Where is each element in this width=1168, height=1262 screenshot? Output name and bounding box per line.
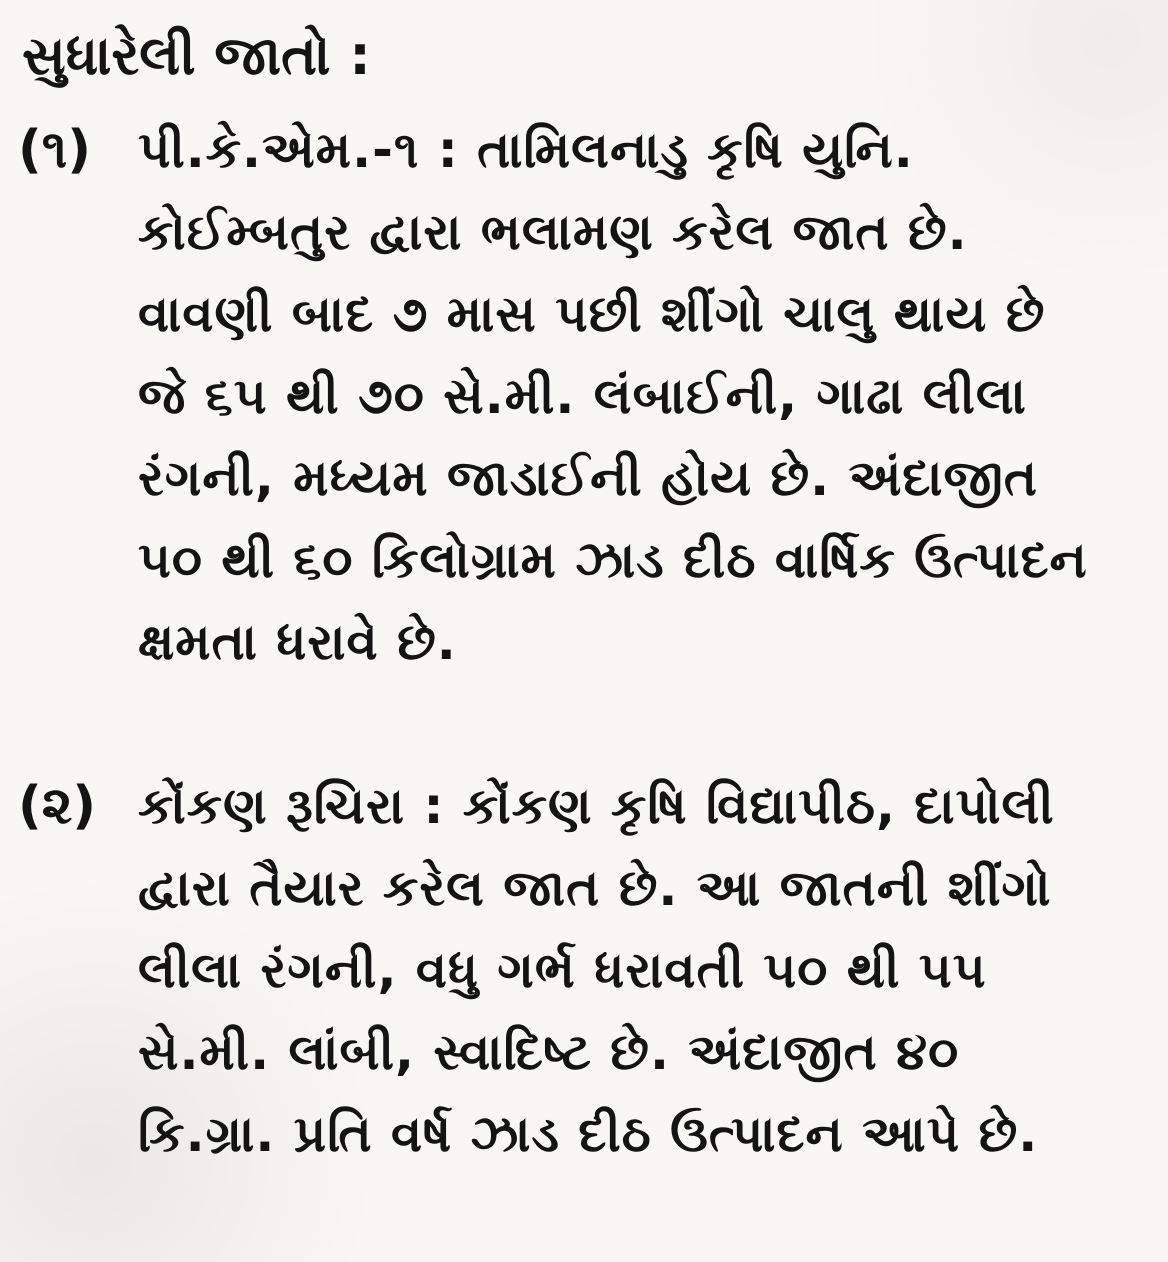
text-line: લીલા રંગની, વધુ ગર્ભ ધરાવતી ૫૦ થી ૫૫	[138, 941, 987, 999]
text-line: વાવણી બાદ ૭ માસ પછી શીંગો ચાલુ થાય છે	[138, 285, 1046, 343]
text-line: ક્ષમતા ધરાવે છે.	[138, 613, 457, 671]
section-heading: સુધારેલી જાતો :	[22, 24, 371, 87]
text-line: કિ.ગ્રા. પ્રતિ વર્ષ ઝાડ દીઠ ઉત્પાદન આપે છે.	[138, 1105, 1039, 1163]
text-line: કોંકણ રૂચિરા : કોંકણ કૃષિ વિદ્યાપીઠ, દાપોલી	[138, 777, 1055, 835]
item-number: (૧)	[18, 120, 92, 180]
text-line: રંગની, મધ્યમ જાડાઈની હોય છે. અંદાજીત	[138, 449, 1038, 507]
item-text	[138, 112, 1098, 686]
text-line: દ્વારા તૈયાર કરેલ જાત છે. આ જાતની શીંગો	[138, 859, 1052, 917]
text-line: ૫૦ થી ૬૦ કિલોગ્રામ ઝાડ દીઠ વાર્ષિક ઉત્પાદન	[138, 531, 1088, 589]
text-line: સે.મી. લાંબી, સ્વાદિષ્ટ છે. અંદાજીત ૪૦	[138, 1023, 960, 1081]
text-line: કોઈમ્બતુર દ્વારા ભલામણ કરેલ જાત છે.	[138, 203, 968, 261]
text-line: જે ૬૫ થી ૭૦ સે.મી. લંબાઈની, ગાઢા લીલા	[138, 367, 1027, 425]
item-number: (૨)	[18, 776, 97, 836]
item-text	[138, 768, 1098, 1178]
text-line: પી.કે.એમ.-૧ : તામિલનાડુ કૃષિ યુનિ.	[138, 121, 914, 179]
